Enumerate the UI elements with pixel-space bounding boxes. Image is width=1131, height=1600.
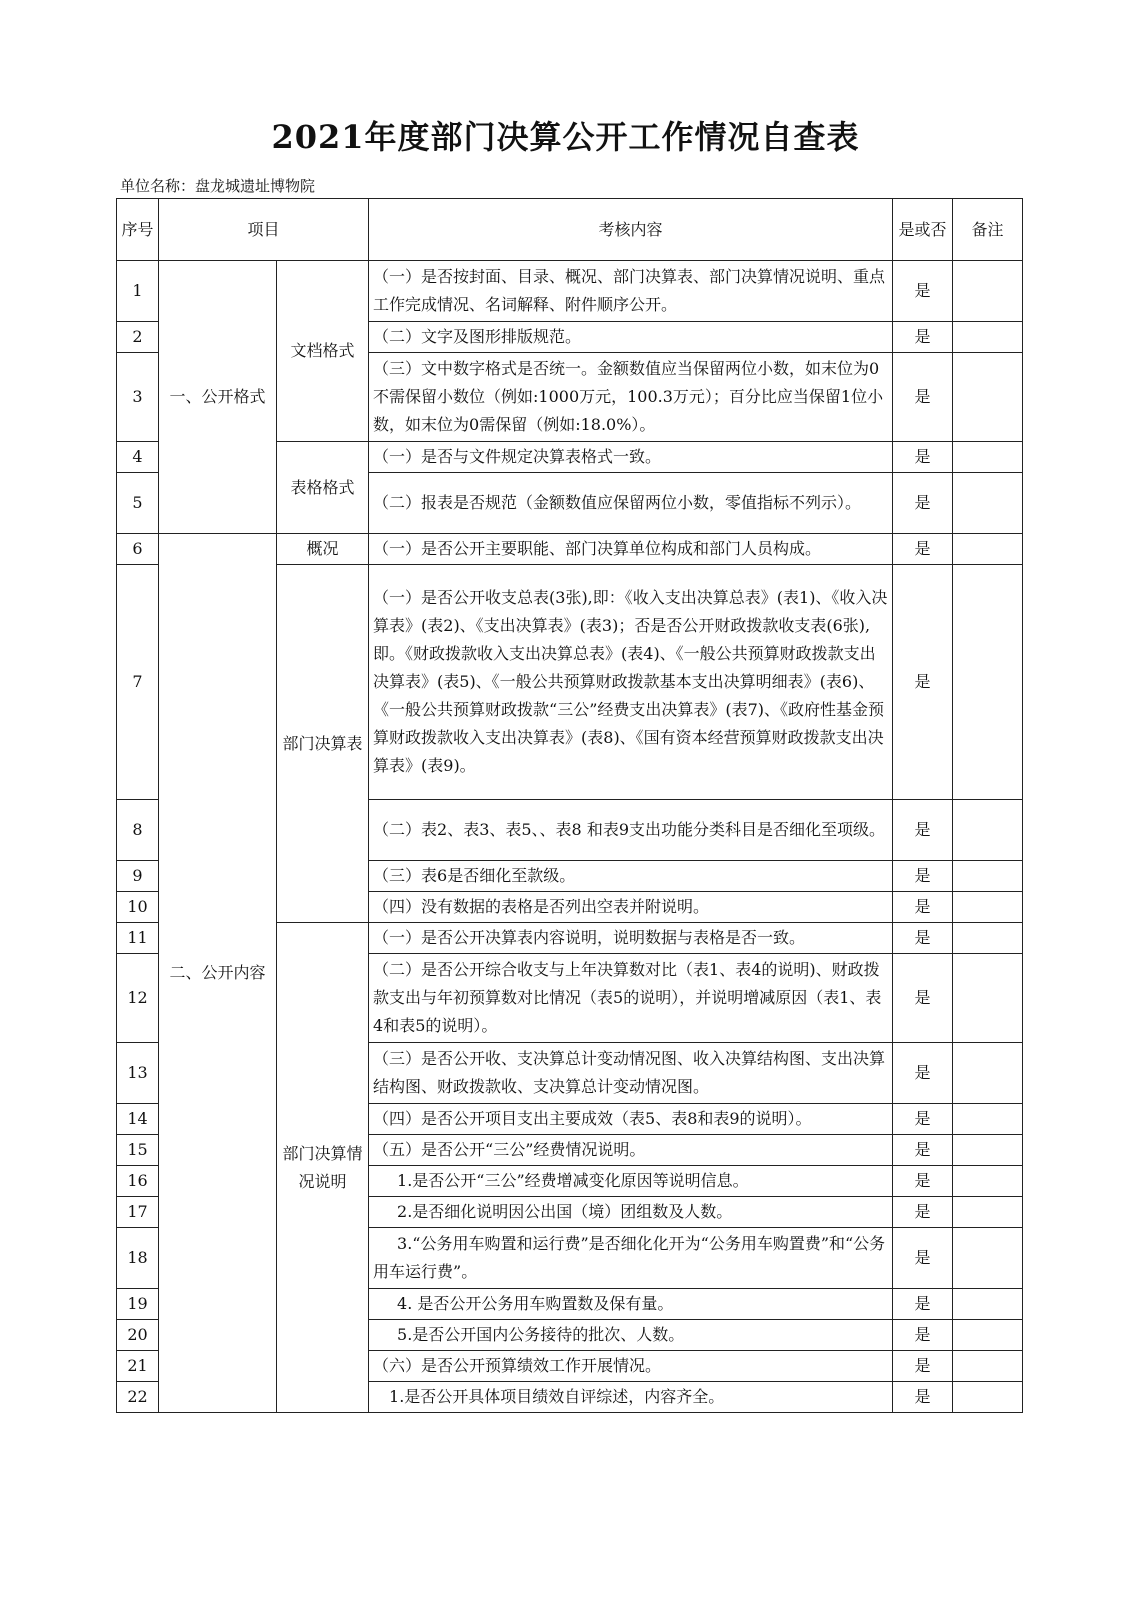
row-remark	[953, 565, 1023, 800]
header-yesno: 是或否	[893, 199, 953, 261]
row-remark	[953, 261, 1023, 322]
row-remark	[953, 322, 1023, 353]
row-answer: 是	[893, 534, 953, 565]
row-seq: 2	[117, 322, 159, 353]
row-answer: 是	[893, 1043, 953, 1104]
row-seq: 1	[117, 261, 159, 322]
row-content: 5.是否公开国内公务接待的批次、人数。	[369, 1320, 893, 1351]
row-answer: 是	[893, 1351, 953, 1382]
row-seq: 9	[117, 861, 159, 892]
row-content: 1.是否公开“三公”经费增减变化原因等说明信息。	[369, 1166, 893, 1197]
header-item: 项目	[159, 199, 369, 261]
row-content: 1.是否公开具体项目绩效自评综述，内容齐全。	[369, 1382, 893, 1413]
header-content: 考核内容	[369, 199, 893, 261]
header-remark: 备注	[953, 199, 1023, 261]
table-row	[117, 261, 1023, 322]
row-answer: 是	[893, 1289, 953, 1320]
row-content: （三）是否公开收、支决算总计变动情况图、收入决算结构图、支出决算结构图、财政拨款收、支决算总计变动情况图。	[369, 1043, 893, 1104]
row-answer: 是	[893, 1166, 953, 1197]
subcategory-table-format: 表格格式	[277, 442, 369, 534]
row-content: （二）文字及图形排版规范。	[369, 322, 893, 353]
row-content: （二）报表是否规范（金额数值应保留两位小数，零值指标不列示）。	[369, 473, 893, 534]
table-row	[117, 534, 1023, 565]
row-remark	[953, 1351, 1023, 1382]
row-seq: 19	[117, 1289, 159, 1320]
row-seq: 20	[117, 1320, 159, 1351]
row-remark	[953, 1382, 1023, 1413]
row-remark	[953, 473, 1023, 534]
row-seq: 22	[117, 1382, 159, 1413]
row-content: （三）文中数字格式是否统一。金额数值应当保留两位小数，如末位为0不需保留小数位（例如:1000万元，100.3万元）；百分比应当保留1位小数，如末位为0需保留（例如:18.0%）。	[369, 353, 893, 442]
row-answer: 是	[893, 473, 953, 534]
row-remark	[953, 1135, 1023, 1166]
subcategory-dept-explain: 部门决算情况说明	[277, 923, 369, 1413]
row-remark	[953, 1289, 1023, 1320]
category-format: 一、公开格式	[159, 261, 277, 534]
header-seq: 序号	[117, 199, 159, 261]
row-seq: 15	[117, 1135, 159, 1166]
self-check-table	[116, 198, 1023, 1413]
row-answer: 是	[893, 1135, 953, 1166]
row-seq: 7	[117, 565, 159, 800]
subcategory-dept-tables: 部门决算表	[277, 565, 369, 923]
row-content: 3.“公务用车购置和运行费”是否细化化开为“公务用车购置费”和“公务用车运行费”。	[369, 1228, 893, 1289]
row-content: （一）是否与文件规定决算表格式一致。	[369, 442, 893, 473]
row-seq: 17	[117, 1197, 159, 1228]
row-remark	[953, 1228, 1023, 1289]
row-seq: 12	[117, 954, 159, 1043]
row-content: （三）表6是否细化至款级。	[369, 861, 893, 892]
row-remark	[953, 353, 1023, 442]
row-answer: 是	[893, 353, 953, 442]
row-answer: 是	[893, 322, 953, 353]
subcategory-overview: 概况	[277, 534, 369, 565]
row-answer: 是	[893, 861, 953, 892]
row-content: （二）是否公开综合收支与上年决算数对比（表1、表4的说明)、财政拨款支出与年初预算数对比情况（表5的说明），并说明增减原因（表1、表4和表5的说明）。	[369, 954, 893, 1043]
row-seq: 13	[117, 1043, 159, 1104]
row-answer: 是	[893, 1197, 953, 1228]
row-answer: 是	[893, 1382, 953, 1413]
row-seq: 11	[117, 923, 159, 954]
row-remark	[953, 800, 1023, 861]
row-answer: 是	[893, 892, 953, 923]
row-remark	[953, 1043, 1023, 1104]
row-remark	[953, 442, 1023, 473]
row-answer: 是	[893, 565, 953, 800]
row-content: （四）没有数据的表格是否列出空表并附说明。	[369, 892, 893, 923]
row-answer: 是	[893, 800, 953, 861]
row-answer: 是	[893, 1104, 953, 1135]
row-content: （五）是否公开“三公”经费情况说明。	[369, 1135, 893, 1166]
row-answer: 是	[893, 261, 953, 322]
row-remark	[953, 534, 1023, 565]
row-content: （一）是否公开收支总表(3张),即：《收入支出决算总表》(表1)、《收入决算表》(表2)、《支出决算表》(表3)；否是否公开财政拨款收支表(6张),即。《财政拨款收入支出决算总表》(表4)、《一般公共预算财政拨款支出决算表》(表5)、《一般公共预算财政拨款基本支出决算明细表》(表6)、《一般公共预算财政拨款“三公”经费支出决算表》(表7)、《政府性基金预算财政拨款收入支出决算表》(表8)、《国有资本经营预算财政拨款支出决算表》(表9)。	[369, 565, 893, 800]
row-seq: 8	[117, 800, 159, 861]
subcategory-doc-format: 文档格式	[277, 261, 369, 442]
row-answer: 是	[893, 442, 953, 473]
row-answer: 是	[893, 1228, 953, 1289]
row-content: （二）表2、表3、表5、、表8 和表9支出功能分类科目是否细化至项级。	[369, 800, 893, 861]
row-answer: 是	[893, 1320, 953, 1351]
row-seq: 6	[117, 534, 159, 565]
row-content: （一）是否按封面、目录、概况、部门决算表、部门决算情况说明、重点工作完成情况、名词解释、附件顺序公开。	[369, 261, 893, 322]
row-content: 4. 是否公开公务用车购置数及保有量。	[369, 1289, 893, 1320]
row-remark	[953, 861, 1023, 892]
row-remark	[953, 1197, 1023, 1228]
row-seq: 10	[117, 892, 159, 923]
row-seq: 5	[117, 473, 159, 534]
row-content: （一）是否公开主要职能、部门决算单位构成和部门人员构成。	[369, 534, 893, 565]
row-answer: 是	[893, 923, 953, 954]
row-remark	[953, 923, 1023, 954]
row-remark	[953, 892, 1023, 923]
row-seq: 21	[117, 1351, 159, 1382]
row-seq: 4	[117, 442, 159, 473]
category-content: 二、公开内容	[159, 534, 277, 1413]
row-remark	[953, 1320, 1023, 1351]
row-content: （四）是否公开项目支出主要成效（表5、表8和表9的说明）。	[369, 1104, 893, 1135]
row-seq: 18	[117, 1228, 159, 1289]
header-row	[117, 199, 1023, 261]
page-title: 2021年度部门决算公开工作情况自查表	[271, 118, 860, 156]
row-remark	[953, 954, 1023, 1043]
row-content: （一）是否公开决算表内容说明，说明数据与表格是否一致。	[369, 923, 893, 954]
row-content: （六）是否公开预算绩效工作开展情况。	[369, 1351, 893, 1382]
unit-name-line: 单位名称：盘龙城遗址博物院	[120, 177, 316, 195]
row-content: 2.是否细化说明因公出国（境）团组数及人数。	[369, 1197, 893, 1228]
row-seq: 14	[117, 1104, 159, 1135]
row-seq: 3	[117, 353, 159, 442]
row-remark	[953, 1166, 1023, 1197]
row-answer: 是	[893, 954, 953, 1043]
row-seq: 16	[117, 1166, 159, 1197]
row-remark	[953, 1104, 1023, 1135]
